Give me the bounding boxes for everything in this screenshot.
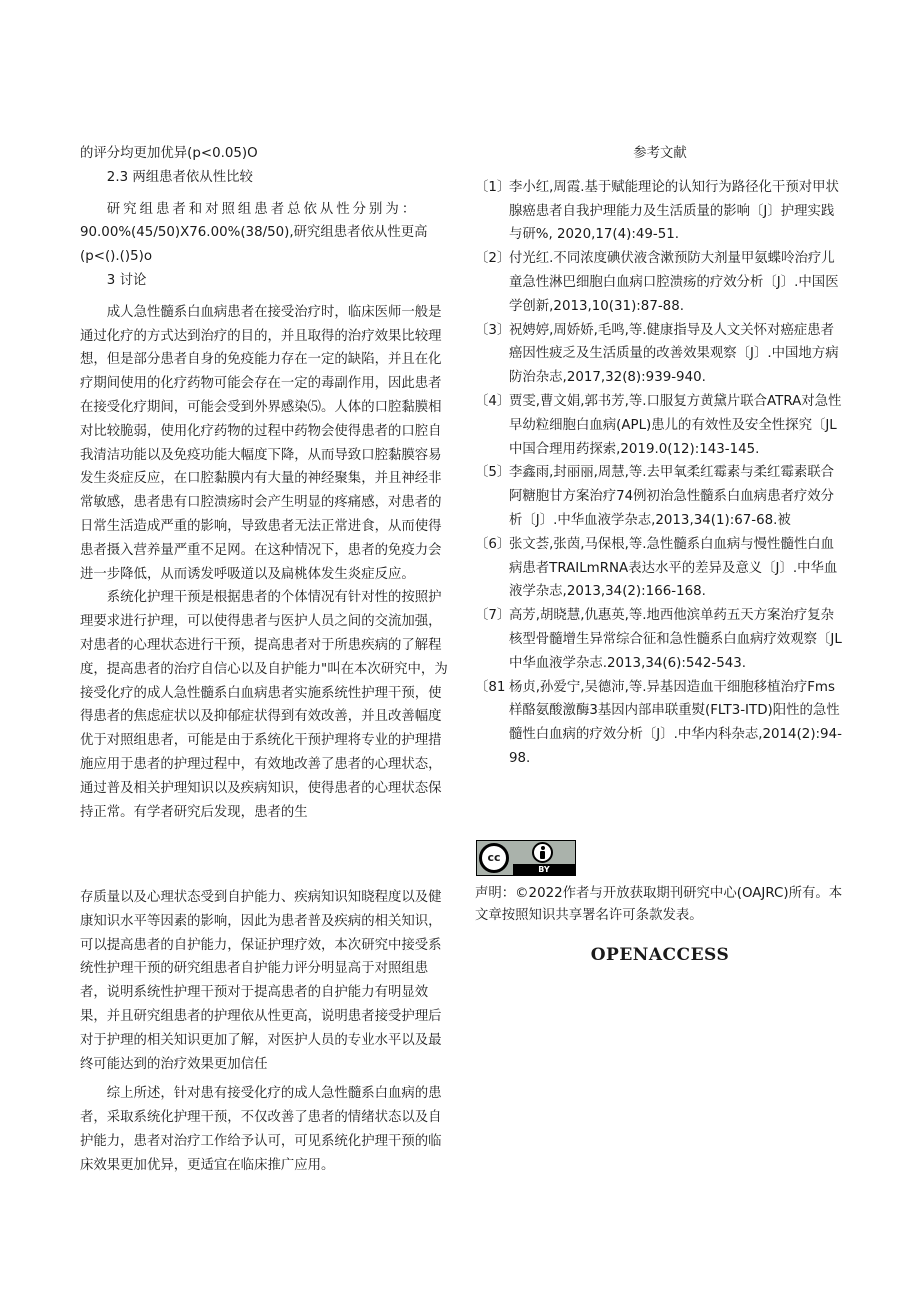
reference-number: 〔4〕: [475, 393, 511, 409]
reference-text: 杨贞,孙爱宁,吴德沛,等.异基因造血干细胞移植治疗Fms样酪氨酸激酶3基因内部串联重熨(FLT3-ITD)阳性的急性髓性白血病的疗效分析〔J〕.中华内科杂志,2014(2):94-98.: [509, 679, 842, 766]
discussion-paragraph-2: 系统化护理干预是根据患者的个体情况有针对性的按照护理要求进行护理，可以使得患者与医护人员之间的交流加强，对患者的心理状态进行干预，提高患者对于所患疾病的了解程度，提高患者的治疗自信心以及自护能力"叫在本次研究中，为接受化疗的成人急性髓系白血病患者实施系统性护理干预，使得患者的焦虑症状以及抑郁症状得到有效改善，并且改善幅度优于对照组患者，可能是由于系统化干预护理将专业的护理措施应用于患者的护理过程中，有效地改善了患者的心理状态，通过普及相关护理知识以及疾病知识，使得患者的心理状态保持正常。有学者研究后发现，患者的生: [80, 590, 448, 820]
open-access-label: OPENACCESS: [590, 945, 730, 965]
reference-item: [475, 390, 845, 461]
cc-by-license-badge[interactable]: [476, 840, 576, 876]
reference-item: [475, 319, 845, 390]
reference-number: 〔81: [475, 679, 506, 695]
result-line: 的评分均更加优异(p<0.05)O: [80, 146, 258, 161]
references-section: [475, 142, 845, 771]
reference-number: 〔5〕: [475, 465, 511, 481]
reference-number: 〔1〕: [475, 179, 511, 195]
reference-item: [475, 676, 845, 771]
creative-commons-icon: cc: [479, 843, 509, 873]
reference-text: 李鑫雨,封丽丽,周慧,等.去甲氧柔红霉素与柔红霉素联合阿糖胞甘方案治疗74例初治急性髓系白血病患者疗效分析〔J〕.中华血液学杂志,2013,34(1):67-68.被: [509, 465, 835, 528]
discussion-paragraph-1: 成人急性髓系白血病患者在接受治疗时，临床医师一般是通过化疗的方式达到治疗的目的，并且取得的治疗效果比较理想，但是部分患者自身的免疫能力存在一定的缺陷，并且在化疗期间使用的化疗药物可能会存在一定的毒副作用，因此患者在接受化疗期间，可能会受到外界感染⑸。人体的口腔黏膜相对比较脆弱，使用化疗药物的过程中药物会使得患者的口腔自我清洁功能以及免疫功能大幅度下降，从而导致口腔黏膜容易发生炎症反应，在口腔黏膜内有大量的神经聚集，并且神经非常敏感，患者患有口腔溃疡时会产生明显的疼痛感，对患者的日常生活造成严重的影响，导致患者无法正常进食，从而使得患者摄入营养量严重不足网。在这种情况下，患者的免疫力会进一步降低，从而诱发呼吸道以及扁桃体发生炎症反应。: [80, 304, 442, 582]
reference-text: 付光红.不同浓度碘伏液含漱预防大剂量甲氨蝶呤治疗儿童急性淋巴细胞白血病口腔溃疡的疗效分析〔J〕.中国医学创新,2013,10(31):87-88.: [509, 251, 839, 314]
left-column-top: [80, 142, 451, 824]
license-statement: 声明：©2022作者与开放获取期刊研究中心(OAJRC)所有。本文章按照知识共享署名许可条款发表。: [475, 886, 843, 923]
attribution-person-icon: [532, 842, 553, 863]
reference-item: [475, 533, 845, 604]
reference-item: [475, 604, 845, 675]
section-heading-3: 3 讨论: [106, 272, 147, 288]
reference-item: [475, 247, 845, 318]
references-title: 参考文献: [633, 146, 687, 161]
reference-text: 贾雯,曹文娟,郭书芳,等.口服复方黄黛片联合ATRA对急性早幼粒细胞白血病(APL)患儿的有效性及安全性探究〔JL中国合理用药探索,2019.0(12):143-145.: [509, 393, 842, 457]
compliance-line-1: 研究组患者和对照组患者总依从性分别为：: [106, 201, 419, 217]
reference-number: 〔3〕: [475, 322, 511, 338]
reference-text: 李小红,周霞.基于赋能理论的认知行为路径化干预对甲状腺癌患者自我护理能力及生活质量的影响〔J〕护理实践与研%, 2020,17(4):49-51.: [509, 179, 839, 243]
section-heading-2-3: 2.3 两组患者依从性比较: [106, 169, 253, 185]
reference-text: 祝娉婷,周娇娇,毛鸣,等.健康指导及人文关怀对癌症患者癌因性疲乏及生活质量的改善效果观察〔J〕.中国地方病防治杂志,2017,32(8):939-940.: [509, 322, 839, 386]
reference-number: 〔7〕: [475, 608, 511, 624]
reference-text: 高芳,胡晓慧,仇惠英,等.地西他滨单药五天方案治疗复杂核型骨髓增生异常综合征和急性髓系白血病疗效观察〔JL中华血液学杂志.2013,34(6):542-543.: [509, 608, 842, 671]
reference-text: 张文荟,张茵,马保根,等.急性髓系白血病与慢性髓性白血病患者TRAILmRNA表达水平的差异及意义〔J〕.中华血液学杂志,2013,34(2):166-168.: [509, 536, 838, 600]
reference-number: 〔2〕: [475, 251, 511, 267]
reference-item: [475, 461, 845, 532]
reference-item: [475, 176, 845, 247]
conclusion-paragraph: 综上所述，针对患有接受化疗的成人急性髓系白血病的患者，采取系统化护理干预，不仅改善了患者的情绪状态以及自护能力，患者对治疗工作给予认可，可见系统化护理干预的临床效果更加优异，更适宜在临床推广应用。: [80, 1086, 442, 1173]
discussion-paragraph-3: 存质量以及心理状态受到自护能力、疾病知识知晓程度以及健康知识水平等因素的影响，因此为患者普及疾病的相关知识，可以提高患者的自护能力，保证护理疗效，本次研究中接受系统性护理干预的研究组患者自护能力评分明显高于对照组患者，说明系统性护理干预对于提高患者的自护能力有明显效果，并且研究组患者的护理依从性更高，说明患者接受护理后对于护理的相关知识更加了解，对医护人员的专业水平以及最终可能达到的治疗效果更加信任: [80, 890, 442, 1072]
compliance-line-3: (p<().()5)o: [80, 249, 153, 265]
compliance-line-2: 90.00%(45/50)X76.00%(38/50),研究组患者依从性更高: [80, 225, 428, 241]
reference-number: 〔6〕: [475, 536, 511, 552]
left-column-bottom: [80, 886, 451, 1178]
by-label: BY: [513, 864, 575, 875]
